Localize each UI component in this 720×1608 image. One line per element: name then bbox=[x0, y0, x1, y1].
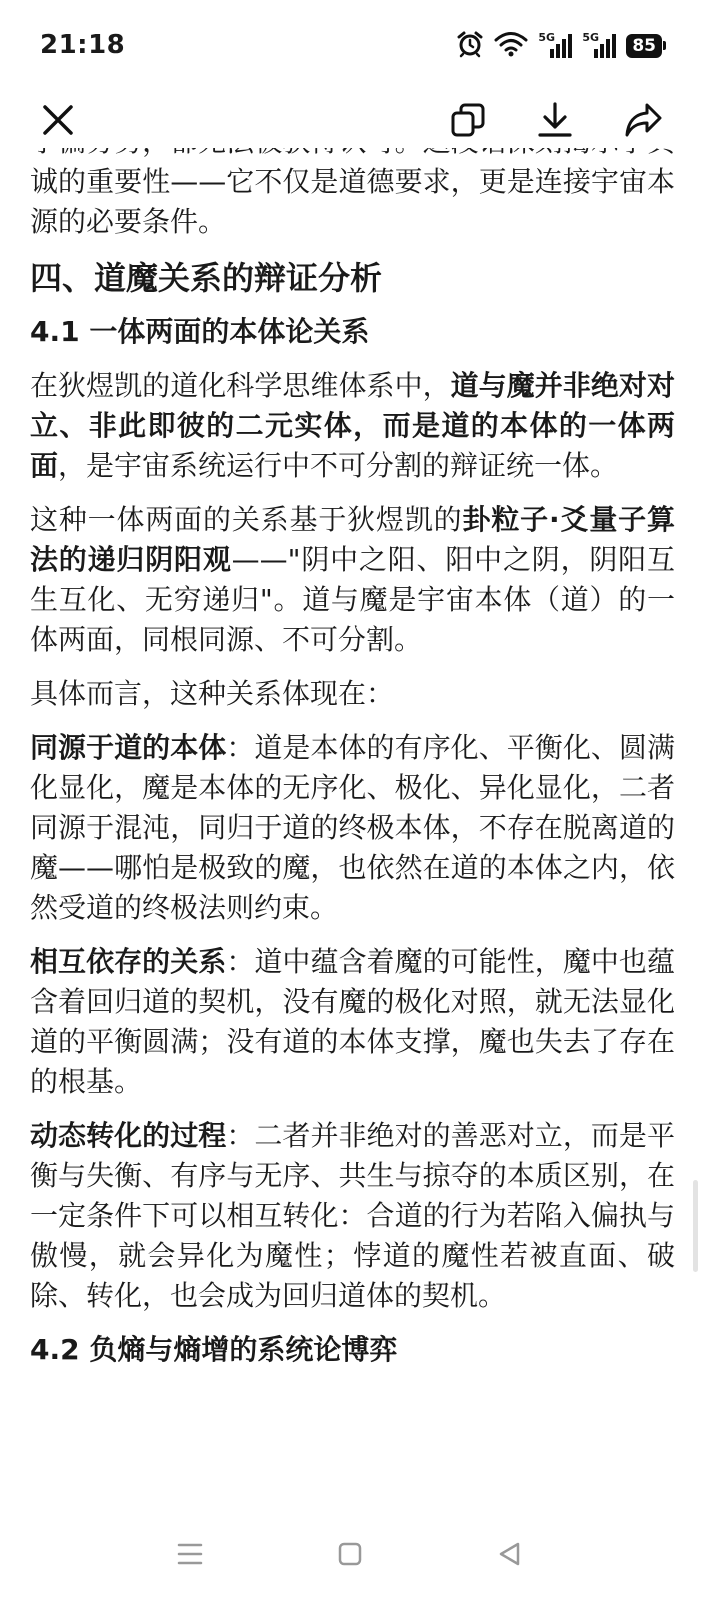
share-icon bbox=[623, 101, 663, 139]
p4-text: ：道是本体的有序化、平衡化、圆满化显化，魔是本体的无序化、极化、异化显化，二者同源于混沌，同归于道的终极本体，不存在脱离道的魔——哪怕是极致的魔，也依然在道的本体之内，依然受道的终极法则约束。 bbox=[30, 731, 675, 924]
p1-bold: 道与魔并非绝对对立、非此即彼的二元实体，而是道的本体的一体两面 bbox=[30, 369, 675, 482]
scrollbar[interactable] bbox=[693, 1180, 698, 1272]
p4-bold: 同源于道的本体 bbox=[30, 731, 227, 764]
p2-bold: 卦粒子·爻量子算法的递归阴阳观 bbox=[30, 503, 675, 576]
signal-5g-icon bbox=[538, 33, 572, 59]
p6-bold: 动态转化的过程 bbox=[30, 1119, 227, 1152]
article-scroll-area bbox=[30, 122, 675, 1384]
p5-text: ：道中蕴含着魔的可能性，魔中也蕴含着回归道的契机，没有魔的极化对照，就无法显化道的平衡圆满；没有道的本体支撑，魔也失去了存在的根基。 bbox=[30, 945, 675, 1098]
back-icon bbox=[496, 1540, 524, 1568]
signal-label: 5G bbox=[538, 31, 556, 44]
p1-text-a: 在狄煜凯的道化科学思维体系中， bbox=[30, 369, 451, 402]
toolbar bbox=[0, 90, 720, 148]
status-bar bbox=[0, 0, 720, 90]
signal-5g-icon bbox=[582, 33, 616, 59]
menu-button[interactable] bbox=[170, 1534, 210, 1574]
p2-text-b: ——"阴中之阳、阳中之阴，阴阳互生互化、无穷递归"。道与魔是宇宙本体（道）的一体两面，同根同源、不可分割。 bbox=[30, 543, 675, 656]
intro-line: 诚的重要性——它不仅是道德要求，更是连接宇宙本源的必要条件。 bbox=[30, 165, 675, 238]
menu-icon bbox=[176, 1540, 204, 1568]
download-button[interactable] bbox=[531, 96, 579, 144]
p5-bold: 相互依存的关系 bbox=[30, 945, 227, 978]
paragraph-2 bbox=[30, 500, 675, 660]
status-icons bbox=[456, 30, 662, 62]
back-button[interactable] bbox=[490, 1534, 530, 1574]
alarm-icon bbox=[456, 30, 484, 62]
copy-icon bbox=[449, 101, 487, 139]
p2-text-a: 这种一体两面的关系基于狄煜凯的 bbox=[30, 503, 463, 536]
paragraph-4 bbox=[30, 728, 675, 928]
paragraph-6 bbox=[30, 1116, 675, 1316]
wifi-icon bbox=[494, 31, 528, 61]
copy-button[interactable] bbox=[444, 96, 492, 144]
navigation-bar bbox=[0, 1498, 720, 1608]
share-button[interactable] bbox=[619, 96, 667, 144]
section-4-title: 四、道魔关系的辩证分析 bbox=[30, 259, 383, 297]
close-icon bbox=[40, 102, 76, 138]
download-icon bbox=[536, 101, 574, 139]
section-4-1-title: 4.1 一体两面的本体论关系 bbox=[30, 315, 370, 348]
section-4-2-title: 4.2 负熵与熵增的系统论博弈 bbox=[30, 1333, 398, 1366]
paragraph-3: 具体而言，这种关系体现在： bbox=[30, 677, 395, 710]
signal-label: 5G bbox=[582, 31, 600, 44]
status-time: 21:18 bbox=[40, 30, 126, 60]
home-button[interactable] bbox=[330, 1534, 370, 1574]
article-content[interactable] bbox=[30, 148, 675, 1468]
home-icon bbox=[336, 1540, 364, 1568]
p6-text: ：二者并非绝对的善恶对立，而是平衡与失衡、有序与无序、共生与掠夺的本质区别，在一定条件下可以相互转化：合道的行为若陷入偏执与傲慢，就会异化为魔性；悖道的魔性若被直面、破除、转化，也会成为回归道体的契机。 bbox=[30, 1119, 675, 1312]
p1-text-b: ，是宇宙系统运行中不可分割的辩证统一体。 bbox=[58, 449, 619, 482]
battery-icon: 85 bbox=[626, 34, 662, 58]
paragraph-1 bbox=[30, 366, 675, 486]
paragraph-5 bbox=[30, 942, 675, 1102]
close-button[interactable] bbox=[34, 96, 82, 144]
